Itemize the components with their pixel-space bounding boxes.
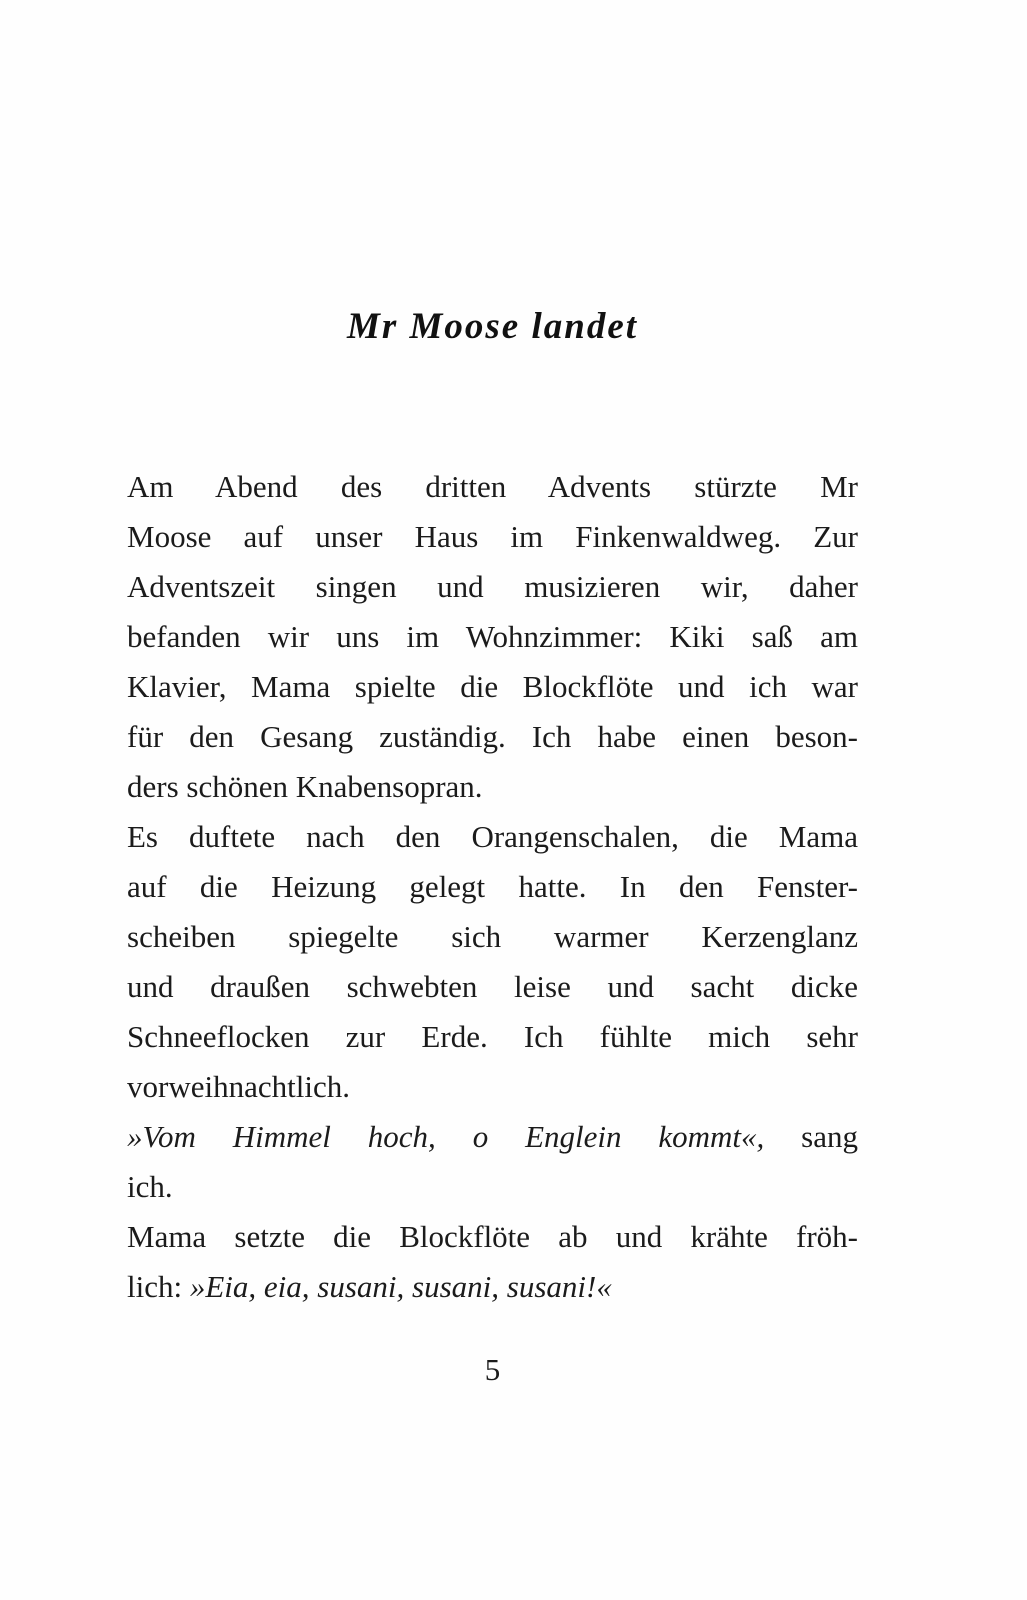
text-segment: Adventszeit singen und musizieren wir, daher xyxy=(127,569,858,604)
text-line xyxy=(127,1162,858,1212)
text-segment: lich: xyxy=(127,1269,190,1304)
text-segment: Am Abend des dritten Advents stürzte Mr xyxy=(127,469,858,504)
text-line xyxy=(127,462,858,512)
text-line xyxy=(127,762,858,812)
text-segment: ders schönen Knabensopran. xyxy=(127,769,483,804)
italic-text-segment: »Eia, eia, susani, susani, susani!« xyxy=(189,1269,612,1304)
text-line xyxy=(127,1262,858,1312)
page-number: 5 xyxy=(484,1352,501,1387)
text-segment: Moose auf unser Haus im Finkenwaldweg. Zur xyxy=(127,519,858,554)
text-segment: scheiben spiegelte sich warmer Kerzenglanz xyxy=(127,919,858,954)
text-segment: auf die Heizung gelegt hatte. In den Fenster- xyxy=(127,869,858,904)
body-text xyxy=(127,462,858,1312)
text-segment: ich. xyxy=(127,1169,173,1204)
text-line xyxy=(127,662,858,712)
text-line xyxy=(127,1012,858,1062)
text-segment: vorweihnachtlich. xyxy=(127,1069,350,1104)
text-line xyxy=(127,512,858,562)
italic-text-segment: »Vom Himmel hoch, o Englein kommt«, xyxy=(127,1119,765,1154)
text-segment: Klavier, Mama spielte die Blockflöte und ich war xyxy=(127,669,858,704)
text-segment: Mama setzte die Blockflöte ab und krähte fröh- xyxy=(127,1219,858,1254)
text-segment: Es duftete nach den Orangenschalen, die Mama xyxy=(127,819,858,854)
text-segment: sang xyxy=(764,1119,858,1154)
chapter-title: Mr Moose landet xyxy=(346,306,639,347)
text-line xyxy=(127,912,858,962)
text-line xyxy=(127,562,858,612)
text-line xyxy=(127,962,858,1012)
text-line xyxy=(127,712,858,762)
text-segment: für den Gesang zuständig. Ich habe einen beson- xyxy=(127,719,858,754)
text-segment: Schneeflocken zur Erde. Ich fühlte mich sehr xyxy=(127,1019,858,1054)
text-segment: und draußen schwebten leise und sacht dicke xyxy=(127,969,858,1004)
text-line xyxy=(127,862,858,912)
text-line xyxy=(127,812,858,862)
text-line xyxy=(127,612,858,662)
text-line xyxy=(127,1112,858,1162)
text-line xyxy=(127,1062,858,1112)
text-segment: befanden wir uns im Wohnzimmer: Kiki saß am xyxy=(127,619,858,654)
text-line xyxy=(127,1212,858,1262)
